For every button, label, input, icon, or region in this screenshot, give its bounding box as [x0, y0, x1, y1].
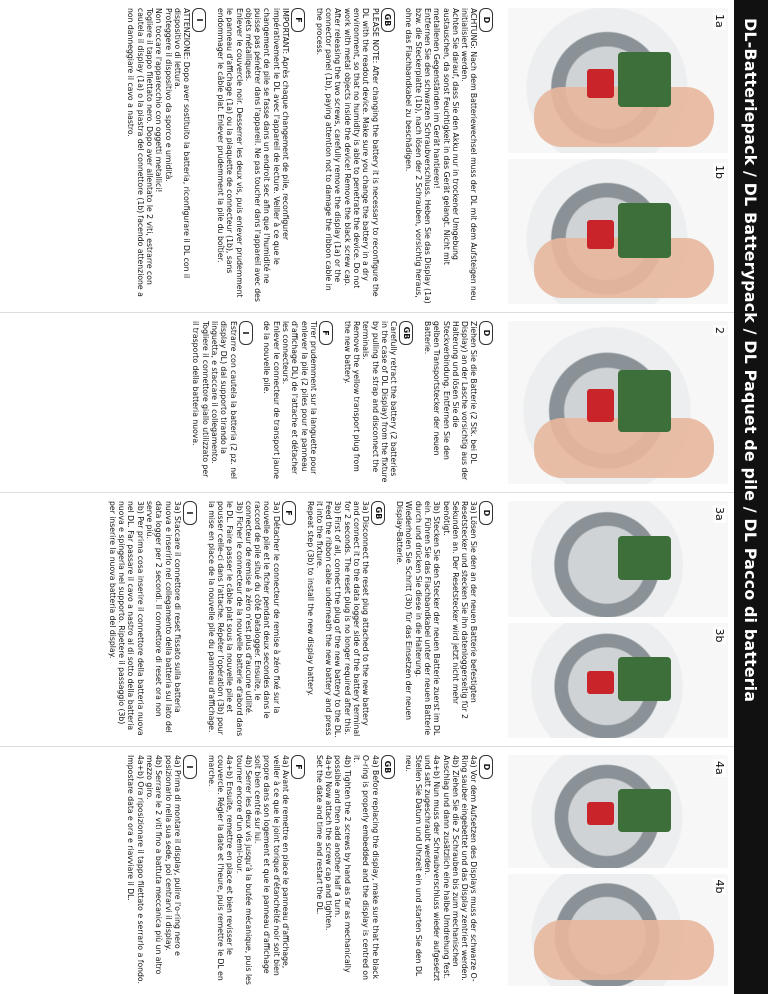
photo-1b — [508, 159, 728, 304]
circuit-board-image — [618, 789, 671, 832]
instruction-text: 4a) Prima di montare il display, pulire l'o-ring nero e posizionarlo nella sua sede, poi centrarvi il display. 4b) Serrare le 2 viti fino a battuta meccanica più un altro mezzo giro. 4a+b) Ora riposizionare il tappo filettato e serrarlo a fondo. Impostare data e ora e riavviare il DL. — [126, 755, 182, 984]
instruction-text: IMPORTANT: Après chaque changement de pile, reconfigurer impérativement le DL avec l'appareil de lecture. Veiller à ce que le changement de pile se fasse dans un endroit sec afin que l'humidité ne puisse pas pénétrer dans l'appareil. Ne pas toucher dans l'appareil avec des objets métalliques. Enlever le couvercle noir. Desserrer les deux vis, puis enlever prudemment le panneau d'affichage (1a) ou la plaquette de connecteur (1b), sans endommager le câble plat. Enlever prudemment la pile du boîtier. — [215, 8, 291, 302]
lang-badge: GB — [381, 755, 395, 779]
instruction-text: 3a) Disconnect the reset plug attached to the new battery and connect it to the data logger side of the battery terminal for 2 seconds. The reset plug is no longer required after this. 3b) First of all, connect the plug of the new battery to the DL. Feed the ribbon cable underneath the new battery and press it into the fixture. Repeat step (3b) to install the new display battery. — [305, 501, 371, 738]
lang-badge: I — [192, 8, 206, 32]
title-bar — [734, 0, 768, 994]
instruction-text: PLEASE NOTE: After changing the battery it is necessary to reconfigure the DL with the readout device. Make sure you change the battery in a dry environment, so that no humidity is able to penetrate the device. Do not work with metal objects inside the device! Remove the black screw cap. After releasing the two screws, carefully remove the display (1a) or the connector panel (1b), paying attention not to damage the ribbon cable in the process. — [314, 8, 380, 300]
photo-row — [502, 501, 728, 738]
text-block-it — [191, 321, 258, 484]
instruction-text: 4a) Before replacing the display, make sure that the black O-ring is properly embedded and the display is centred on it. 4b) Tighten the 2 screws by hand as far as mechanically possible and then add another half a turn. 4a+b) Now attach the screw cap and tighten. Set the date and time and restart the DL. — [314, 755, 380, 980]
battery-image — [587, 69, 613, 98]
battery-image — [587, 389, 613, 422]
instruction-text: ACHTUNG: Nach dem Batteriewechsel muss der DL mit dem Aufsteigen neu initialisiert werden. Achten Sie darauf, dass Sie den Akku nur in trockener Umgebung austauschen, da sonst Feuchtigkeit in das Gerät gelangt. Nicht mit metallenen Gegenständen im Gerät hantieren! Entfernen Sie den schwarzen Schraubverschluss. Heben Sie das Display (1a) bzw. die Steckerplatte (1b), nach lösen der 2 Schrauben, vorsichtig heraus, ohne das Flachbandkabel zu beschädigen. — [404, 8, 479, 304]
text-block-it — [108, 501, 203, 738]
text-block-gb — [315, 755, 401, 986]
photo-label: 4a — [713, 761, 726, 775]
text-block-gb — [315, 8, 401, 304]
photo-label: 1b — [713, 165, 726, 179]
lang-badge: GB — [371, 501, 385, 525]
hand-image — [534, 920, 714, 980]
circuit-board-image — [618, 536, 671, 580]
lang-badge: D — [480, 8, 494, 32]
lang-badge: D — [480, 755, 494, 779]
text-block-it — [126, 8, 212, 304]
text-block-de — [395, 501, 499, 738]
photo-1a — [508, 8, 728, 153]
instruction-text: Ziehen Sie die Batterie (2 Stk. bei DL Display) an der Lasche vorsichtig aus der Halterung und lösen Sie die Steckverbindung. Entfernen Sie den gelben Transportstecker der neuen Batterie. — [423, 321, 479, 483]
text-block-de — [404, 8, 499, 304]
text-block-fr — [216, 8, 311, 304]
lang-badge: F — [282, 501, 296, 525]
battery-image — [587, 220, 613, 249]
column-step-4 — [0, 746, 734, 994]
text-block-de — [423, 321, 499, 484]
text-block-gb — [305, 501, 391, 738]
battery-image — [587, 671, 613, 694]
photo-4a — [508, 755, 728, 868]
lang-badge: F — [291, 755, 305, 779]
photo-3b — [508, 623, 728, 739]
photo-row — [502, 8, 728, 304]
photo-label: 1a — [713, 14, 726, 28]
instruction-text: Carefully retract the battery (2 batteries in the case of DL Display) from the fixture by pulling the strap and disconnect the terminals. Remove the yellow transport plug from the new battery. — [342, 321, 399, 483]
lang-badge: I — [183, 755, 197, 779]
text-block-gb — [342, 321, 418, 484]
text-block-fr — [262, 321, 338, 484]
photo-row — [502, 755, 728, 986]
column-step-1 — [0, 0, 734, 312]
photo-row — [502, 321, 728, 484]
lang-badge: GB — [381, 8, 395, 32]
photo-3a — [508, 501, 728, 617]
battery-image — [587, 802, 613, 825]
circuit-board-image — [618, 370, 671, 432]
text-block-de — [404, 755, 499, 986]
photo-label: 4b — [713, 879, 726, 894]
instruction-text: Estrarre con cautela la batteria (2 pz. nel display DL) dal supporto tirando la linguetta, e staccare il collegamento. Togliere il connettore giallo utilizzato per il trasporto della batteria nuova. — [191, 321, 238, 482]
instruction-text: 4a) Vor dem Aufsetzen des Displays muss der schwarze O-Ring sauber eingebettet und das Display zentriert werden. 4b) Ziehen Sie die 2 Schrauben bis zum mechanischen Anschlag und dann zusätzlich eine halbe Umdrehung fest. 4a+b) Nun muss der Schraubverschluss wieder aufgesetzt und satt zugeschraubt werden. Stellen Sie Datum und Uhrzeit ein und starten Sie den DL neu. — [404, 755, 479, 982]
instruction-text: 4a) Avant de remettre en place le panneau d'affichage, veiller à ce que le joint torique d'étanchéité noir soit bien propre dans son logement et que le panneau d'affichage soit bien centré sur lui. 4b) Serrer les deux vis jusqu'à la butée mécanique, puis les tourner encore d'un demi-tour. 4a+b) Ensuite, remettre en place et bien revisser le couvercle. Régler la date et l'heure, puis remettre le DL en marche. — [206, 755, 291, 985]
circuit-board-image — [618, 52, 671, 107]
circuit-board-image — [618, 657, 671, 701]
lang-badge: F — [291, 8, 305, 32]
photo-2 — [508, 321, 728, 484]
lang-badge: D — [480, 321, 494, 345]
lang-badge: D — [480, 501, 494, 525]
instruction-text: 3a) Lösen Sie den an der neuen Batterie befestigten Resetstecker und stecken Sie ihn datenloggerseitig für 2 Sekunden an. Der Resetstecker wird jetzt nicht mehr benötigt. 3b) Stecken Sie den Stecker der neuen Batterie zuerst im DL ein. Führen Sie das Flachbandkabel unter der neuen Batterie durch und drücken Sie diese in die Halterung. Wiederholen Sie Schritt (3b) für das Einsetzen der neuen Display-Batterie. — [395, 501, 479, 736]
lang-badge: GB — [399, 321, 413, 345]
circuit-board-image — [618, 203, 671, 258]
photo-label: 3a — [713, 507, 726, 521]
lang-badge: F — [319, 321, 333, 345]
instruction-text: 3a) Staccare il connettore di reset fissato sulla batteria nuova e inserirlo nel collegamento della batteria sul lato del data logger per 2 secondi. Il connettore di reset ora non serve più. 3b) Per prima cosa inserire il connettore della batteria nuova nel DL. Far passare il cavo a nastro al di sotto della batteria nuova e spingerla nel supporto. Ripetere il passaggio (3b) per inserire la nuova batteria del display. — [107, 501, 182, 736]
page-title: DL-Batteriepack / DL Batterypack / DL Paquet de pile / DL Pacco di batteria — [741, 18, 761, 703]
column-step-3 — [0, 492, 734, 746]
photo-label: 2 — [713, 327, 726, 334]
text-block-fr — [206, 501, 301, 738]
photo-4b — [508, 874, 728, 987]
text-block-fr — [206, 755, 310, 986]
instruction-text: 3a) Détacher le connecteur de remise à zéro fixé sur la nouvelle pile et le ficher pendant deux secondes dans le raccord de pile situé du côté Datalogger. Ensuite, le connecteur de remise à zéro n'est plus d'aucune utilité. 3b) Ficher le connecteur de la nouvelle batterie d'abord dans le DL. Faire passer le câble plat sous la nouvelle pile et pousser celle-ci dans l'attache. Répéter l'opération (3b) pour la mise en place de la nouvelle pile du panneau d'affichage. — [206, 501, 281, 737]
lang-badge: I — [239, 321, 253, 345]
text-block-it — [126, 755, 202, 986]
photo-label: 3b — [713, 628, 726, 643]
lang-badge: I — [183, 501, 197, 525]
column-step-2 — [0, 312, 734, 492]
instruction-text: ATTENZIONE: Dopo aver sostituito la batteria, riconfigurare il DL con il dispositivo di lettura. Proteggere il dispositivo da sporco e umidità. Non toccare l'apparecchio con oggetti metallici! Togliere il tappo filettato nero. Dopo aver allentato le 2 viti, estrarre con cautela il display (1a) o la piastra del connettore (1b) facendo attenzione a non danneggiare il cavo a nastro. — [126, 8, 192, 297]
instruction-text: Tirer prudemment sur la languette pour enlever la pile (2 piles pour le panneau d'affichage DL) de l'attache et détacher les connecteurs. Enlever le connecteur de transport jaune de la nouvelle pile. — [262, 321, 318, 479]
